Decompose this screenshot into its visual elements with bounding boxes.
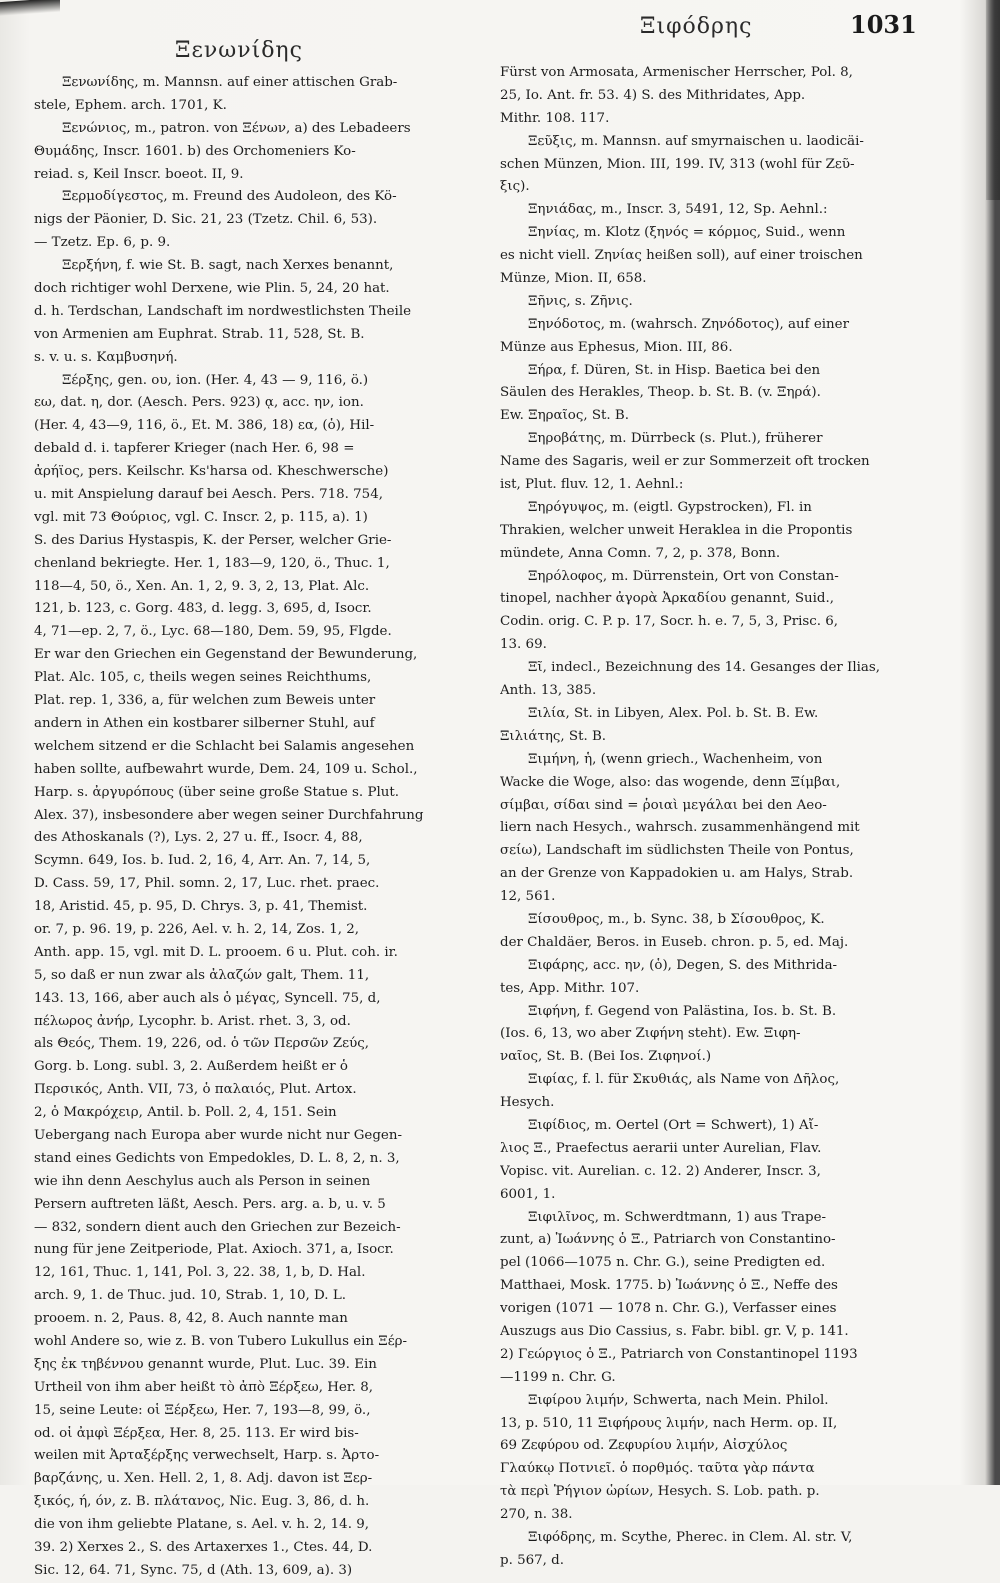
text-line: weilen mit Ἀρταξέρξης verwechselt, Harp. s. Ἀρτο-: [34, 1448, 380, 1464]
text-line: 5, so daß er nun zwar als ἀλαζών galt, Them. 11,: [34, 967, 370, 983]
text-line: — 832, sondern dient auch den Griechen zur Bezeich-: [34, 1219, 401, 1235]
entry-headword-line: Ξιφίας, f. l. für Σκυθιάς, als Name von Δῆλος,: [528, 1072, 840, 1088]
text-line: Säulen des Herakles, Theop. b. St. B. (v. Ξηρά).: [500, 385, 821, 401]
text-line: arch. 9, 1. de Thuc. jud. 10, Strab. 1, 10, D. L.: [34, 1288, 346, 1304]
text-line: ξις).: [500, 179, 530, 195]
text-line: Ξιλιάτης, St. B.: [500, 728, 607, 744]
text-line: ναῖος, St. B. (Bei Ios. Ζιφηνοί.): [500, 1049, 712, 1065]
entry-headword-line: Ξῆνις, s. Ζῆνις.: [528, 293, 633, 309]
text-line: 6001, 1.: [500, 1186, 556, 1202]
text-line: 18, Aristid. 45, p. 95, D. Chrys. 3, p. 41, Themist.: [34, 899, 368, 915]
text-line: Sic. 12, 64. 71, Sync. 75, d (Ath. 13, 609, a). 3): [34, 1562, 353, 1578]
text-line: Matthaei, Mosk. 1775. b) Ἰωάννης ὁ Ξ., Neffe des: [500, 1278, 838, 1294]
entry-headword-line: Ξηνίας, m. Klotz (ξηνός = κόρμος, Suid., wenn: [528, 225, 846, 241]
entry-headword-line: Ξερξήνη, f. wie St. B. sagt, nach Xerxes benannt,: [62, 258, 394, 274]
text-line: prooem. n. 2, Paus. 8, 42, 8. Auch nannte man: [34, 1311, 348, 1327]
entry-headword-line: Ξέρξης, gen. ου, ion. (Her. 4, 43 — 9, 116, ö.): [62, 372, 369, 388]
text-line: mündete, Anna Comn. 7, 2, p. 378, Bonn.: [500, 545, 781, 561]
text-line: Θυμάδης, Inscr. 1601. b) des Orchomeniers Ko-: [34, 143, 356, 159]
entry-headword-line: Ξῖ, indecl., Bezeichnung des 14. Gesanges der Ilias,: [528, 660, 881, 676]
text-line: pel (1066—1075 n. Chr. G.), seine Predigten ed.: [500, 1255, 826, 1271]
text-line: 13, p. 510, 11 Ξιφήρους λιμήν, nach Herm. op. II,: [500, 1415, 838, 1431]
text-line: ξικός, ή, όν, z. B. πλάτανος, Nic. Eug. 3, 86, d. h.: [34, 1494, 370, 1510]
text-line: τὰ περὶ Ῥήγιον ὡρίων, Hesych. S. Lob. path. p.: [500, 1484, 820, 1500]
entry-headword-line: Ξηρόγυψος, m. (eigtl. Gypstrocken), Fl. in: [528, 499, 812, 515]
text-line: die von ihm geliebte Platane, s. Ael. v. h. 2, 14. 9,: [34, 1517, 369, 1533]
text-line: Fürst von Armosata, Armenischer Herrscher, Pol. 8,: [500, 65, 853, 80]
text-line: Γλαύκῳ Ποτνιεῖ. ὁ πορθμός. ταῦτα γὰρ πάντα: [500, 1461, 815, 1477]
text-line: 39. 2) Xerxes 2., S. des Artaxerxes 1., Ctes. 44, D.: [34, 1540, 373, 1555]
text-line: or. 7, p. 96. 19, p. 226, Ael. v. h. 2, 14, Zos. 1, 2,: [34, 921, 360, 937]
text-line: 12, 561.: [500, 889, 556, 905]
page-number: 1031: [850, 10, 917, 39]
entry-headword-line: Ξηροβάτης, m. Dürrbeck (s. Plut.), früherer: [528, 431, 823, 447]
text-line: 15, seine Leute: οἱ Ξέρξεω, Her. 7, 193—8, 99, ö.,: [34, 1402, 371, 1418]
entry-headword-line: Ξεῦξις, m. Mannsn. auf smyrnaischen u. laodicäi-: [528, 133, 864, 149]
page-binding-edge: [986, 0, 1000, 200]
text-line: an der Grenze von Kappadokien u. am Halys, Strab.: [500, 866, 854, 882]
text-line: der Chaldäer, Beros. in Euseb. chron. p. 5, ed. Maj.: [500, 934, 849, 950]
text-line: doch richtiger wohl Derxene, wie Plin. 5, 24, 20 hat.: [34, 281, 390, 297]
text-line: p. 567, d.: [500, 1552, 564, 1568]
entry-headword-line: Ξιφίδιος, m. Oertel (Ort = Schwert), 1) Αἴ-: [528, 1117, 819, 1133]
entry-headword-line: Ξενωνίδης, m. Mannsn. auf einer attischen Grab-: [62, 75, 398, 90]
text-line: haben sollte, aufbewahrt wurde, Dem. 24, 109 u. Schol.,: [34, 761, 418, 777]
text-line: tinopel, nachher ἀγορὰ Ἀρκαδίου genannt, Suid.,: [500, 591, 834, 607]
text-line: Codin. orig. C. P. p. 17, Socr. h. e. 7, 5, 3, Prisc. 6,: [500, 614, 839, 630]
text-line: als Θεός, Them. 19, 226, od. ὁ τῶν Περσῶν Ζεύς,: [34, 1036, 369, 1052]
entry-headword-line: Ξερμοδίγεστος, m. Freund des Audoleon, des Kö-: [62, 189, 397, 205]
running-head-left: Ξενωνίδης: [175, 38, 303, 63]
entry-headword-line: Ξηρόλοφος, m. Dürrenstein, Ort von Constan-: [528, 568, 839, 584]
text-line: debald d. i. tapferer Krieger (nach Her. 6, 98 =: [34, 441, 355, 457]
text-line: vorigen (1071 — 1078 n. Chr. G.), Verfasser eines: [500, 1301, 837, 1317]
right-column: [500, 62, 955, 1573]
entry-headword-line: Ξενώνιος, m., patron. von Ξένων, a) des Lebadeers: [62, 120, 411, 136]
entry-headword-line: Ξηνιάδας, m., Inscr. 3, 5491, 12, Sp. Aehnl.:: [528, 202, 828, 218]
text-line: 2) Γεώργιος ὁ Ξ., Patriarch von Constantinopel 1193: [500, 1346, 858, 1362]
text-line: Περσικός, Anth. VII, 73, ὁ παλαιός, Plut. Artox.: [34, 1082, 357, 1098]
text-line: nung für jene Zeitperiode, Plat. Axioch. 371, a, Isocr.: [34, 1242, 394, 1258]
text-line: σίμβαι, σίδαι sind = ῥοιαὶ μεγάλαι bei den Aeo-: [500, 797, 827, 813]
entry-headword-line: Ξιφιλῖνος, m. Schwerdtmann, 1) aus Trape-: [528, 1209, 827, 1225]
text-line: Wacke die Woge, also: das wogende, denn Ξίμβαι,: [500, 774, 841, 790]
entry-headword-line: Ξιφίρου λιμήν, Schwerta, nach Mein. Philol.: [528, 1392, 829, 1408]
text-line: zunt, a) Ἰωάννης ὁ Ξ., Patriarch von Constantino-: [500, 1232, 836, 1248]
text-line: Vopisc. vit. Aurelian. c. 12. 2) Anderer, Inscr. 3,: [500, 1163, 821, 1179]
entry-headword-line: Ξήρα, f. Düren, St. in Hisp. Baetica bei den: [528, 362, 821, 378]
text-line: Plat. Alc. 105, c, theils wegen seines Reichthums,: [34, 670, 372, 686]
entry-headword-line: Ξιμήνη, ἡ, (wenn griech., Wachenheim, von: [528, 751, 823, 767]
text-line: Thrakien, welcher unweit Heraklea in die Propontis: [500, 522, 853, 538]
entry-headword-line: Ξηνόδοτος, m. (wahrsch. Ζηνόδοτος), auf einer: [528, 316, 850, 332]
text-line: Ew. Ξηραῖος, St. B.: [500, 408, 630, 424]
text-line: von Armenien am Euphrat. Strab. 11, 528, St. B.: [34, 326, 365, 342]
text-line: ἀρήϊος, pers. Keilschr. Ks'harsa od. Kheschwersche): [34, 464, 389, 480]
text-line: Hesych.: [500, 1095, 555, 1111]
text-line: Anth. 13, 385.: [500, 683, 597, 699]
text-line: —1199 n. Chr. G.: [500, 1369, 616, 1385]
text-line: 25, Io. Ant. fr. 53. 4) S. des Mithridates, App.: [500, 87, 806, 103]
text-line: 121, b. 123, c. Gorg. 483, d. legg. 3, 695, d, Isocr.: [34, 601, 372, 617]
entry-headword-line: Ξιφήνη, f. Gegend von Palästina, Ios. b. St. B.: [528, 1003, 837, 1019]
text-line: reiad. s, Keil Inscr. boeot. II, 9.: [34, 166, 244, 182]
text-line: Name des Sagaris, weil er zur Sommerzeit oft trocken: [500, 454, 870, 470]
text-line: es nicht viell. Ζηνίας heißen soll), auf einer troischen: [500, 248, 863, 264]
text-line: od. οἱ ἀμφὶ Ξέρξεα, Her. 8, 25. 113. Er wird bis-: [34, 1425, 359, 1441]
text-line: nigs der Päonier, D. Sic. 21, 23 (Tzetz. Chil. 6, 53).: [34, 212, 378, 228]
text-line: des Athoskanals (?), Lys. 2, 27 u. ff., Isocr. 4, 88,: [34, 830, 363, 846]
text-line: ξης ἐκ τηβέννου genannt wurde, Plut. Luc. 39. Ein: [34, 1356, 377, 1372]
text-line: Scymn. 649, Ios. b. Iud. 2, 16, 4, Arr. An. 7, 14, 5,: [34, 853, 371, 869]
text-line: Plat. rep. 1, 336, a, für welchen zum Beweis unter: [34, 693, 376, 709]
entry-headword-line: Ξίσουθρος, m., b. Sync. 38, b Σίσουθρος, K.: [528, 911, 825, 927]
text-line: chenland bekriegte. Her. 1, 183—9, 120, ö., Thuc. 1,: [34, 555, 390, 571]
entry-headword-line: Ξιφάρης, acc. ην, (ὁ), Degen, S. des Mithrida-: [528, 957, 838, 973]
text-line: stand eines Gedichts von Empedokles, D. L. 8, 2, n. 3,: [34, 1150, 400, 1166]
text-line: Gorg. b. Long. subl. 3, 2. Außerdem heißt er ὁ: [34, 1059, 348, 1075]
text-line: 143. 13, 166, aber auch als ὁ μέγας, Syncell. 75, d,: [34, 990, 381, 1006]
text-line: Mithr. 108. 117.: [500, 110, 610, 126]
text-line: S. des Darius Hystaspis, K. der Perser, welcher Grie-: [34, 532, 392, 548]
text-line: Persern auftreten läßt, Aesch. Pers. arg. a. b, u. v. 5: [34, 1196, 386, 1212]
text-line: Auszugs aus Dio Cassius, s. Fabr. bibl. gr. V, p. 141.: [500, 1323, 849, 1339]
text-line: tes, App. Mithr. 107.: [500, 980, 640, 996]
text-line: 12, 161, Thuc. 1, 141, Pol. 3, 22. 38, 1, b, D. Hal.: [34, 1265, 366, 1281]
page-corner-shadow: [0, 0, 60, 16]
text-line: 2, ὁ Μακρόχειρ, Antil. b. Poll. 2, 4, 151. Sein: [34, 1105, 337, 1121]
text-line: welchem sitzend er die Schlacht bei Salamis angesehen: [34, 738, 415, 754]
text-line: u. mit Anspielung darauf bei Aesch. Pers. 718. 754,: [34, 487, 383, 503]
text-line: liern nach Hesych., wahrsch. zusammenhängend mit: [500, 820, 860, 836]
text-line: 270, n. 38.: [500, 1507, 573, 1523]
text-line: D. Cass. 59, 17, Phil. somn. 2, 17, Luc. rhet. praec.: [34, 876, 380, 892]
text-line: ist, Plut. fluv. 12, 1. Aehnl.:: [500, 477, 684, 493]
text-line: Uebergang nach Europa aber wurde nicht nur Gegen-: [34, 1127, 402, 1143]
text-line: Harp. s. ἀργυρόπους (über seine große Statue s. Plut.: [34, 784, 399, 800]
text-line: 118—4, 50, ö., Xen. An. 1, 2, 9. 3, 2, 13, Plat. Alc.: [34, 578, 370, 594]
text-line: Urtheil von ihm aber heißt τὸ ἀπὸ Ξέρξεω, Her. 8,: [34, 1379, 374, 1395]
text-line: 13. 69.: [500, 637, 547, 653]
text-line: stele, Ephem. arch. 1701, K.: [34, 97, 227, 113]
text-line: Anth. app. 15, vgl. mit D. L. prooem. 6 u. Plut. coh. ir.: [34, 944, 398, 960]
text-line: Münze aus Ephesus, Mion. III, 86.: [500, 339, 733, 355]
entry-headword-line: Ξιφόδρης, m. Scythe, Pherec. in Clem. Al. str. V,: [528, 1530, 853, 1545]
text-line: s. v. u. s. Καμβυσηνή.: [34, 349, 178, 365]
running-head-right: Ξιφόδρης: [640, 14, 753, 39]
text-line: wie ihn denn Aeschylus auch als Person in seinen: [34, 1173, 371, 1189]
text-line: (Ios. 6, 13, wo aber Ζιφήνη steht). Ew. Ξιφη-: [500, 1026, 801, 1042]
text-line: — Tzetz. Ep. 6, p. 9.: [34, 235, 171, 251]
text-line: (Her. 4, 43—9, 116, ö., Et. M. 386, 18) εα, (ὁ), Hil-: [34, 418, 375, 434]
text-line: βαρζάνης, u. Xen. Hell. 2, 1, 8. Adj. davon ist Ξερ-: [34, 1471, 373, 1487]
text-line: vgl. mit 73 Θούριος, vgl. C. Inscr. 2, p. 115, a). 1): [34, 509, 368, 525]
text-line: πέλωρος ἀνήρ, Lycophr. b. Arist. rhet. 3, 3, od.: [34, 1013, 351, 1029]
text-line: schen Münzen, Mion. III, 199. IV, 313 (wohl für Ζεῦ-: [500, 156, 855, 172]
text-line: andern in Athen ein kostbarer silberner Stuhl, auf: [34, 715, 375, 731]
text-line: 69 Ζεφύρου od. Ζεφυρίου λιμήν, Αἰσχύλος: [500, 1438, 788, 1454]
text-line: εω, dat. η, dor. (Aesch. Pers. 923) ᾳ, acc. ην, ion.: [34, 395, 364, 411]
text-line: σείω), Landschaft im südlichsten Theile von Pontus,: [500, 843, 854, 859]
text-line: 4, 71—ep. 2, 7, ö., Lyc. 68—180, Dem. 59, 95, Flgde.: [34, 624, 392, 640]
text-line: Alex. 37), insbesondere aber wegen seiner Durchfahrung: [34, 807, 424, 823]
text-line: wohl Andere so, wie z. B. von Tubero Lukullus ein Ξέρ-: [34, 1333, 408, 1349]
text-line: d. h. Terdschan, Landschaft im nordwestlichsten Theile: [34, 303, 412, 319]
left-column: [34, 72, 486, 1583]
text-line: λιος Ξ., Praefectus aerarii unter Aurelian, Flav.: [500, 1140, 822, 1156]
text-line: Münze, Mion. II, 658.: [500, 271, 647, 287]
entry-headword-line: Ξιλία, St. in Libyen, Alex. Pol. b. St. B. Ew.: [528, 705, 819, 721]
text-line: Er war den Griechen ein Gegenstand der Bewunderung,: [34, 647, 418, 663]
